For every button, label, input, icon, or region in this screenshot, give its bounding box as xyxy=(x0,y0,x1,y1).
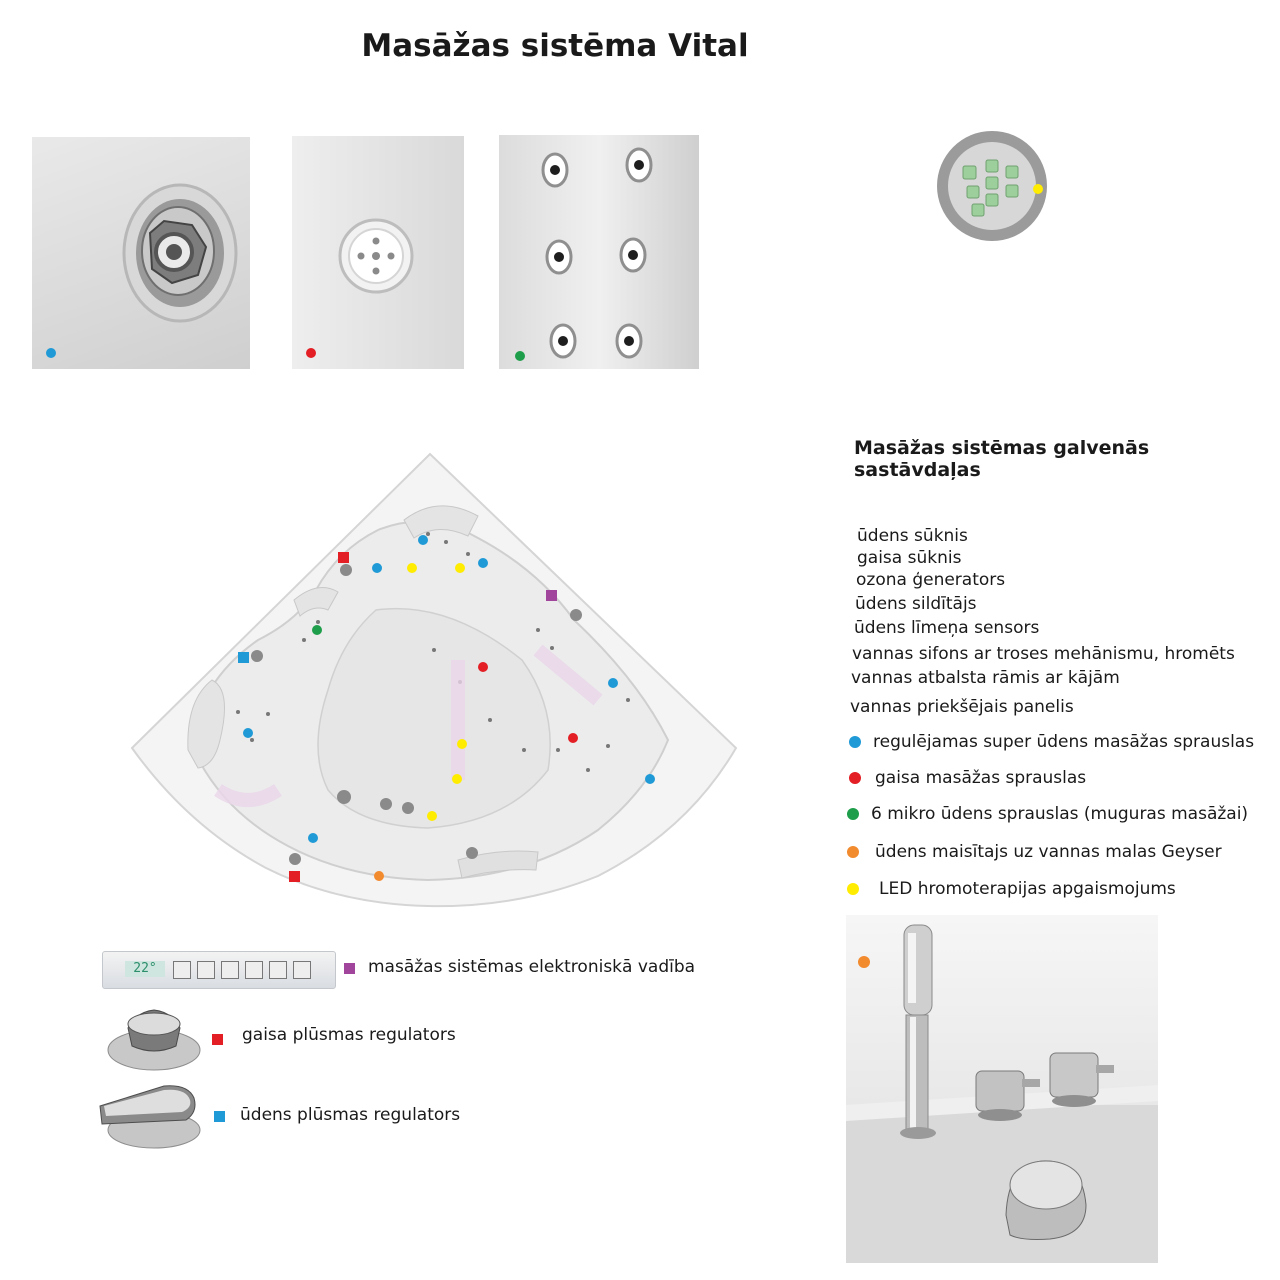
tub-led-marker-1 xyxy=(407,563,417,573)
tub-micro-jet-marker xyxy=(312,625,322,635)
tub-led-marker-5 xyxy=(427,811,437,821)
tub-mixer-marker xyxy=(374,871,384,881)
water-regulator-image xyxy=(94,1082,206,1150)
tub-water-jet-marker-5 xyxy=(243,728,253,738)
led-light-marker xyxy=(1033,184,1043,194)
mixer-image xyxy=(846,915,1158,1263)
tub-led-marker-2 xyxy=(455,563,465,573)
panel-button-icon xyxy=(197,961,215,979)
control-panel-display: 22° xyxy=(125,961,165,977)
bathtub-diagram xyxy=(128,450,740,910)
control-panel-buttons xyxy=(173,961,323,977)
water-regulator-marker xyxy=(214,1111,225,1122)
micro-jets-marker xyxy=(515,351,525,361)
control-panel-image xyxy=(102,951,336,989)
air-jet-photo xyxy=(292,136,464,369)
air-regulator-marker xyxy=(212,1034,223,1045)
tub-water-jet-marker-4 xyxy=(608,678,618,688)
panel-button-icon xyxy=(221,961,239,979)
bathtub-image xyxy=(128,450,740,910)
legend-label: 6 mikro ūdens sprauslas (muguras masāžai) xyxy=(871,804,1249,824)
tub-air-regulator-marker-1 xyxy=(338,552,349,563)
legend-marker xyxy=(849,772,861,784)
components-heading: Masāžas sistēmas galvenās sastāvdaļas xyxy=(854,437,1150,481)
led-light-image xyxy=(936,130,1048,242)
legend-label: gaisa masāžas sprauslas xyxy=(875,768,1087,788)
tub-water-jet-marker-7 xyxy=(308,833,318,843)
water-regulator-knob xyxy=(94,1082,206,1150)
component-item: ūdens sildītājs xyxy=(855,594,977,614)
air-jet-marker xyxy=(306,348,316,358)
water-jet-marker xyxy=(46,348,56,358)
component-item: vannas atbalsta rāmis ar kājām xyxy=(851,668,1120,688)
micro-jets-image xyxy=(499,135,699,369)
tub-air-jet-marker-1 xyxy=(478,662,488,672)
tub-water-jet-marker-3 xyxy=(478,558,488,568)
component-item: ūdens līmeņa sensors xyxy=(854,618,1040,638)
led-light-photo xyxy=(936,130,1048,242)
component-item: gaisa sūknis xyxy=(857,548,962,568)
component-item: vannas sifons ar troses mehānismu, hromēts xyxy=(852,644,1235,664)
water-jet-image xyxy=(32,137,250,369)
tub-water-jet-marker-6 xyxy=(645,774,655,784)
page-title: Masāžas sistēma Vital xyxy=(361,28,749,64)
panel-button-icon xyxy=(293,961,311,979)
component-item: ozona ģenerators xyxy=(856,570,1006,590)
legend-marker xyxy=(847,883,859,895)
legend-label: regulējamas super ūdens masāžas sprauslas xyxy=(873,732,1255,752)
component-item: vannas priekšējais panelis xyxy=(850,697,1074,717)
tub-led-marker-4 xyxy=(452,774,462,784)
water-regulator-label: ūdens plūsmas regulators xyxy=(240,1105,461,1125)
legend-marker xyxy=(849,736,861,748)
panel-button-icon xyxy=(245,961,263,979)
legend-marker xyxy=(847,846,859,858)
legend-label: LED hromoterapijas apgaismojums xyxy=(879,879,1176,899)
tub-water-jet-marker-2 xyxy=(372,563,382,573)
tub-led-marker-3 xyxy=(457,739,467,749)
air-regulator-knob xyxy=(106,1006,202,1072)
mixer-marker xyxy=(858,956,870,968)
micro-jets-photo xyxy=(499,135,699,369)
tub-air-regulator-marker-2 xyxy=(289,871,300,882)
tub-water-jet-marker-1 xyxy=(418,535,428,545)
tub-water-regulator-marker xyxy=(238,652,249,663)
air-regulator-label: gaisa plūsmas regulators xyxy=(242,1025,456,1045)
mixer-photo xyxy=(846,915,1158,1263)
water-jet-photo xyxy=(32,137,250,369)
component-item: ūdens sūknis xyxy=(857,526,968,546)
tub-control-panel-marker xyxy=(546,590,557,601)
panel-button-icon xyxy=(173,961,191,979)
air-regulator-image xyxy=(106,1006,202,1072)
legend-marker xyxy=(847,808,859,820)
control-panel-marker xyxy=(344,963,355,974)
tub-air-jet-marker-2 xyxy=(568,733,578,743)
panel-button-icon xyxy=(269,961,287,979)
legend-label: ūdens maisītajs uz vannas malas Geyser xyxy=(875,842,1222,862)
control-panel-label: masāžas sistēmas elektroniskā vadība xyxy=(368,957,696,977)
air-jet-image xyxy=(292,136,464,369)
